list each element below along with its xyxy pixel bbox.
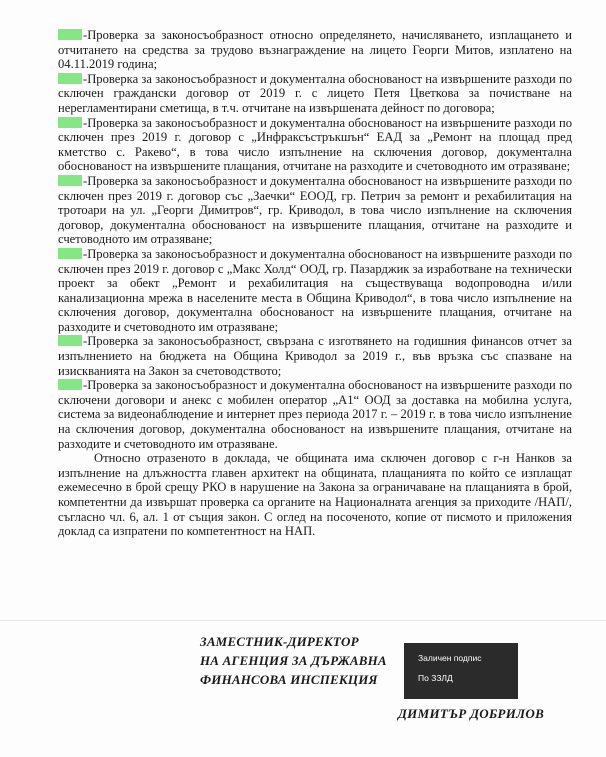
letter-body xyxy=(58,28,572,539)
paragraph-text: -Проверка за законосъобразност, свързана с изготвянето на годишния финансов отчет за изпълнението на бюджета на Община Криводол за 2019 г., във връзка със спазване на изискванията на Закон за счетоводството; xyxy=(58,334,572,378)
list-item xyxy=(58,334,572,378)
list-item xyxy=(58,116,572,174)
list-item xyxy=(58,247,572,335)
highlight-marker xyxy=(58,175,82,186)
signature-title-block xyxy=(200,632,430,689)
signatory-name: ДИМИТЪР ДОБРИЛОВ xyxy=(398,706,545,721)
paragraph-text: -Проверка за законосъобразност относно определянето, начисляването, изплащането и отчитането на средства за трудово възнаграждение на лицето Георги Митов, изплатено на 04.11.2019 година; xyxy=(58,28,572,72)
paragraph-text: -Проверка за законосъобразност и документална обоснованост на извършените разходи по сключен през 2019 г. договор със „Заечки“ ЕООД, гр. Петрич за ремонт и рехабилитация на тротоари на ул. „Георги Димитров“, гр. Криводол, в това число изпълнение на сключения договор, документална обоснованост на извършените плащания, отчитане на разходите и счетоводното им отразяване; xyxy=(58,173,572,247)
scan-fold-line xyxy=(0,620,606,621)
highlight-marker xyxy=(58,248,82,259)
highlight-marker xyxy=(58,29,82,40)
closing-paragraph: Относно отразеното в доклада, че общината има сключен договор с г-н Нанков за изпълнение на длъжността главен архитект на общината, плащанията по който се изплащат ежемесечно в брой срещу РКО в нарушение на Закона за ограничаване на плащанията в брой, компетентни да извършат проверка са органите на Националната агенция за приходите /НАП/, съгласно чл. 6, ал. 1 от същия закон. С оглед на посоченото, копие от писмото и приложения доклад са изпратени по компетентност на НАП. xyxy=(58,451,572,539)
list-item xyxy=(58,378,572,451)
list-item xyxy=(58,28,572,72)
highlight-marker xyxy=(58,379,82,390)
redacted-signature-box xyxy=(404,643,518,699)
signature-title-line: ЗАМЕСТНИК-ДИРЕКТОР xyxy=(200,634,359,649)
signature-title-line: ФИНАНСОВА ИНСПЕКЦИЯ xyxy=(200,672,378,687)
list-item xyxy=(58,174,572,247)
redaction-law: По ЗЗЛД xyxy=(418,673,453,683)
highlight-marker xyxy=(58,117,82,128)
highlight-marker xyxy=(58,73,82,84)
redaction-label: Заличен подпис xyxy=(418,653,482,663)
paragraph-text: -Проверка за законосъобразност и документална обоснованост на извършените разходи по сключени договори и анекс с мобилен оператор „А1“ ООД за доставка на мобилна услуга, система за видеонаблюдение и интернет през периода 2017 г. – 2019 г. в това число изпълнение на сключения договор, документална обоснованост на извършените плащания, отчитане на разходите и счетоводното им отразяване. xyxy=(58,378,572,451)
signature-title-line: НА АГЕНЦИЯ ЗА ДЪРЖАВНА xyxy=(200,653,387,668)
paragraph-text: -Проверка за законосъобразност и документална обоснованост на извършените разходи по сключен граждански договор от 2019 г. с лицето Петя Цветкова за почистване на нерегламентирани сметища, в т.ч. отчитане на извършената дейност по договора; xyxy=(58,71,572,115)
list-item xyxy=(58,72,572,116)
highlight-marker xyxy=(58,335,82,346)
paragraph-text: -Проверка за законосъобразност и документална обоснованост на извършените разходи по сключен през 2019 г. договор с „Макс Холд“ ООД, гр. Пазарджик за изработване на технически проект за обект „Ремонт и рехабилитация на съществуваща водопроводна и/или канализационна мрежа в населените места в Община Криводол“, в това число изпълнение на сключения договор, документална обоснованост на извършените плащания, отчитане на разходите и счетоводното им отразяване; xyxy=(58,246,572,334)
paragraph-text: -Проверка за законосъобразност и документална обоснованост на извършените разходи по сключен през 2019 г. договор с „Инфраксъстръкшън“ ЕАД за „Ремонт на площад пред кметство с. Ракево“, в това число изпълнение на сключения договор, документална обоснованост на извършените плащания, отчитане на разходите и счетоводното им отразяване; xyxy=(58,115,572,174)
